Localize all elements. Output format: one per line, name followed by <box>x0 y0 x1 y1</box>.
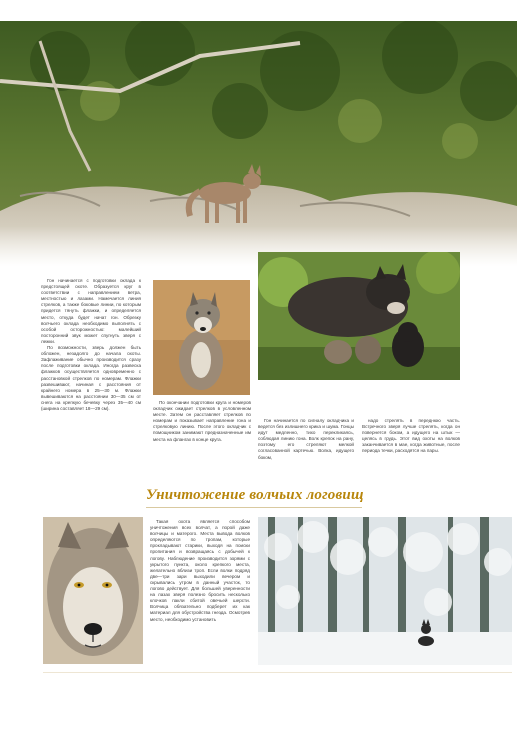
section-heading: Уничтожение волчьих логовищ <box>146 487 364 503</box>
photo-wolf-standing-illustration <box>153 280 250 395</box>
text-column-5 <box>150 519 250 623</box>
hero-photo-wolf-on-rocks <box>0 21 517 266</box>
text-column-1 <box>41 278 141 412</box>
paragraph-5: надо стрелять в переднюю часть. Встречного зверя лучше стрелять, когда он повернется боком, а идущего на штык — целясь в грудь. Этот вид охоты на волков заканчивается в мае, когда животные, после периода течки, расходятся на пары. <box>362 418 460 454</box>
photo-wolf-standing <box>153 280 250 395</box>
photo-wolf-snowy-forest-illustration <box>258 517 512 665</box>
paragraph-3: По окончании подготовки круга и номеров окладчик ожидает стрелков в условленном месте. Затем он расставляет стрелков по номерам и показывает направление гона и стрелковую линию. После этого окладчик с помощником занимают предназначенные им места на флангах в конце круга. <box>153 400 251 442</box>
bottom-rule <box>43 672 512 673</box>
photo-wolf-snowy-forest <box>258 517 512 665</box>
photo-wolf-with-pups-illustration <box>258 252 460 380</box>
paragraph-2: По возможности, зверь должен быть обложен, незадолго до начала охоты. Зафлаживание обычно производится сразу после подготовки оклада. Иногда развеска флажков осуществляется одновременно с расстановкой стрелков по номерам. Флажки развешивают, начиная с расстояния от крайнего номера в 25—30 м. Флажки вывешиваются на расстоянии 30—35 см от снега на крепкую бечевку через 35—40 см (ширина составляет 18—29 см). <box>41 345 141 411</box>
photo-wolf-closeup-illustration <box>43 517 143 664</box>
photo-wolf-closeup <box>43 517 143 664</box>
photo-wolf-with-pups <box>258 252 460 380</box>
paragraph-6: Такая охота является способом уничтожения всех волчат, а порой даже волчицы и матерого. Места вывода волков определяются по тропам, которые прокладывают старики, выходя на поиски пропитания и возвращаясь с добычей к логову. Наблюдение производится зорями с укрытого пункта, около крепкого места, желательно вблизи троп. Если волки подряд две—три зари выходили вечером и скрывались утром в данный участок, то логово действует. Для большей уверенности на лазах зверя полезно бросить несколько клочков пакли сбитой овечьей шерсти. Волчица обязательно подберет их как материал для обустройства гнезда. Осмотрев место, необходимо установить <box>150 519 250 622</box>
text-column-4 <box>362 418 460 455</box>
paragraph-4: Гон начинается по сигналу окладчика и ведется без излишнего крика и шума. Гонцы идут медленно, тихо перекликаясь, соблюдая линию гона. Волк крепок на рану, поэтому его стреляют мелкой согласованной картечью. Волка, идущего боком, <box>258 418 354 460</box>
hero-photo-wolf-on-rocks-illustration <box>0 21 517 266</box>
paragraph-1: Гон начинается с подготовки оклада к предстоящей охоте. Образуется круг в соответствии с направлением ветра, местностью и лазами. Намечается линия стрелков, а также боковые линии, по которым придется тянуть флажки, и определяется место, откуда будет начат гон. Обрезку волчьего оклада необходимо выполнять с особой осторожностью: малейший посторонний звук может спугнуть зверя с лежки. <box>41 278 141 344</box>
heading-rule <box>146 507 362 508</box>
text-column-2 <box>153 400 251 443</box>
text-column-3 <box>258 418 354 461</box>
